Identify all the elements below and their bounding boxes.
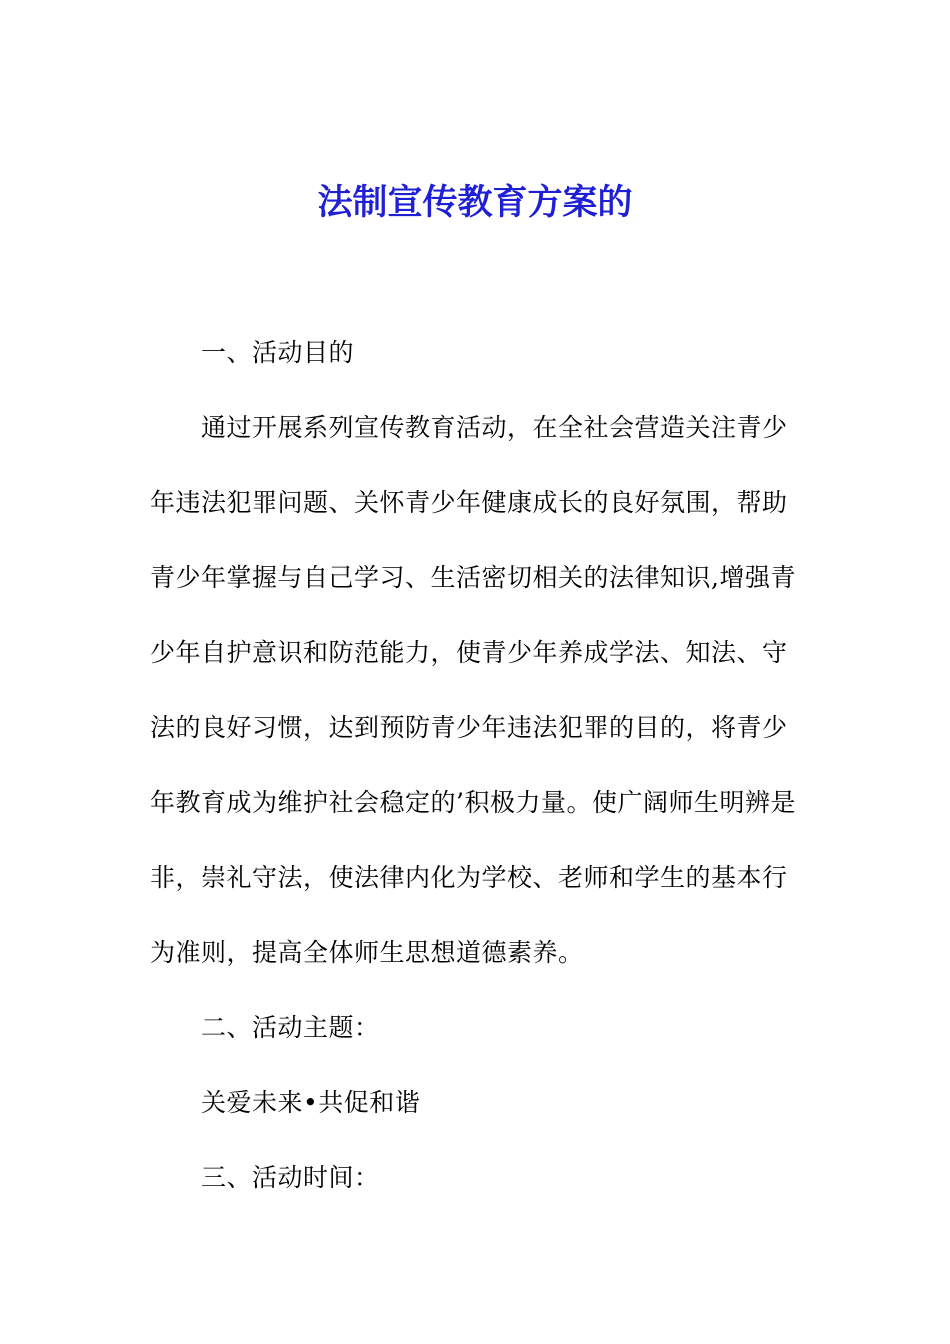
paragraph-line: 年违法犯罪问题、关怀青少年健康成长的良好氛围，帮助 bbox=[150, 488, 788, 517]
paragraph-line: 法的良好习惯，达到预防青少年违法犯罪的目的，将青少 bbox=[150, 713, 788, 742]
section-heading-theme: 二、活动主题： bbox=[201, 1013, 380, 1042]
section-heading-time: 三、活动时间： bbox=[201, 1163, 380, 1192]
paragraph-line: 为准则，提高全体师生思想道德素养。 bbox=[150, 938, 584, 967]
paragraph-line: 年教育成为维护社会稳定的’积极力量。使广阔师生明辨是 bbox=[150, 788, 796, 817]
paragraph-line: 青少年掌握与自己学习、生活密切相关的法律知识,增强青 bbox=[150, 563, 796, 592]
theme-text: 关爱未来•共促和谐 bbox=[201, 1088, 421, 1117]
section-heading-purpose: 一、活动目的 bbox=[201, 338, 355, 367]
paragraph-line: 非，崇礼守法，使法律内化为学校、老师和学生的基本行 bbox=[150, 863, 788, 892]
paragraph-line: 少年自护意识和防范能力，使青少年养成学法、知法、守 bbox=[150, 638, 788, 667]
document-title: 法制宣传教育方案的 bbox=[317, 183, 633, 223]
paragraph-line: 通过开展系列宣传教育活动，在全社会营造关注青少 bbox=[201, 413, 788, 442]
